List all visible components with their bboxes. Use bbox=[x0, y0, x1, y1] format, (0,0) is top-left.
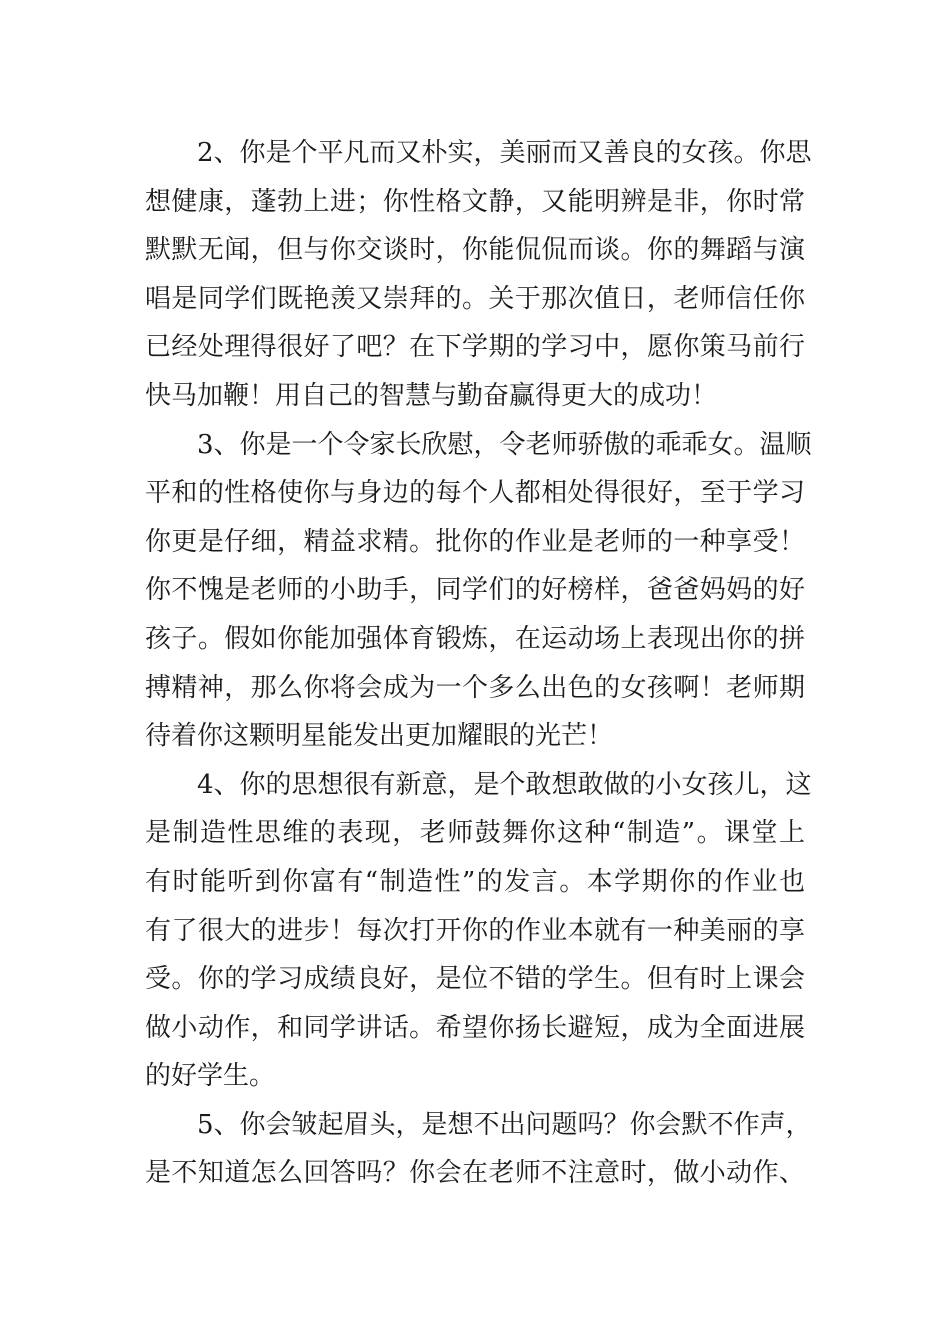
text-line: 默默无闻，但与你交谈时，你能侃侃而谈。你的舞蹈与演 bbox=[145, 235, 805, 266]
paragraph-2 bbox=[145, 129, 812, 421]
text-line: 的好学生。 bbox=[145, 1061, 276, 1092]
text-line: 受。你的学习成绩良好，是位不错的学生。但有时上课会 bbox=[145, 964, 805, 995]
text-line: 孩子。假如你能加强体育锻炼，在运动场上表现出你的拼 bbox=[145, 623, 805, 654]
text-line: 做小动作，和同学讲话。希望你扬长避短，成为全面进展 bbox=[145, 1012, 805, 1043]
text-line: 唱是同学们既艳羡又崇拜的。关于那次值日，老师信任你 bbox=[145, 283, 805, 314]
text-line: 5、你会皱起眉头，是想不出问题吗？你会默不作声， bbox=[197, 1109, 812, 1140]
document-body bbox=[145, 129, 812, 1198]
text-line: 3、你是一个令家长欣慰，令老师骄傲的乖乖女。温顺 bbox=[197, 429, 812, 460]
text-line: 有时能听到你富有“制造性”的发言。本学期你的作业也 bbox=[145, 866, 805, 897]
text-line: 快马加鞭！用自己的智慧与勤奋赢得更大的成功！ bbox=[145, 380, 718, 411]
paragraph-3 bbox=[145, 421, 812, 761]
text-line: 想健康，蓬勃上进；你性格文静，又能明辨是非，你时常 bbox=[145, 186, 805, 217]
text-line: 是不知道怎么回答吗？你会在老师不注意时，做小动作、 bbox=[145, 1158, 805, 1189]
paragraph-5 bbox=[145, 1101, 812, 1198]
text-line: 是制造性思维的表现，老师鼓舞你这种“制造”。课堂上 bbox=[145, 818, 805, 849]
text-line: 2、你是个平凡而又朴实，美丽而又善良的女孩。你思 bbox=[197, 138, 812, 168]
text-line: 4、你的思想很有新意，是个敢想敢做的小女孩儿，这 bbox=[197, 769, 812, 800]
text-line: 已经处理得很好了吧？在下学期的学习中，愿你策马前行 bbox=[145, 332, 805, 363]
text-line: 有了很大的进步！每次打开你的作业本就有一种美丽的享 bbox=[145, 915, 805, 946]
paragraph-4 bbox=[145, 761, 812, 1101]
text-line: 你不愧是老师的小助手，同学们的好榜样，爸爸妈妈的好 bbox=[145, 575, 805, 606]
text-line: 搏精神，那么你将会成为一个多么出色的女孩啊！老师期 bbox=[145, 672, 805, 703]
text-line: 待着你这颗明星能发出更加耀眼的光芒！ bbox=[145, 721, 614, 752]
text-line: 平和的性格使你与身边的每个人都相处得很好，至于学习 bbox=[145, 478, 805, 509]
text-line: 你更是仔细，精益求精。批你的作业是老师的一种享受！ bbox=[145, 526, 805, 557]
